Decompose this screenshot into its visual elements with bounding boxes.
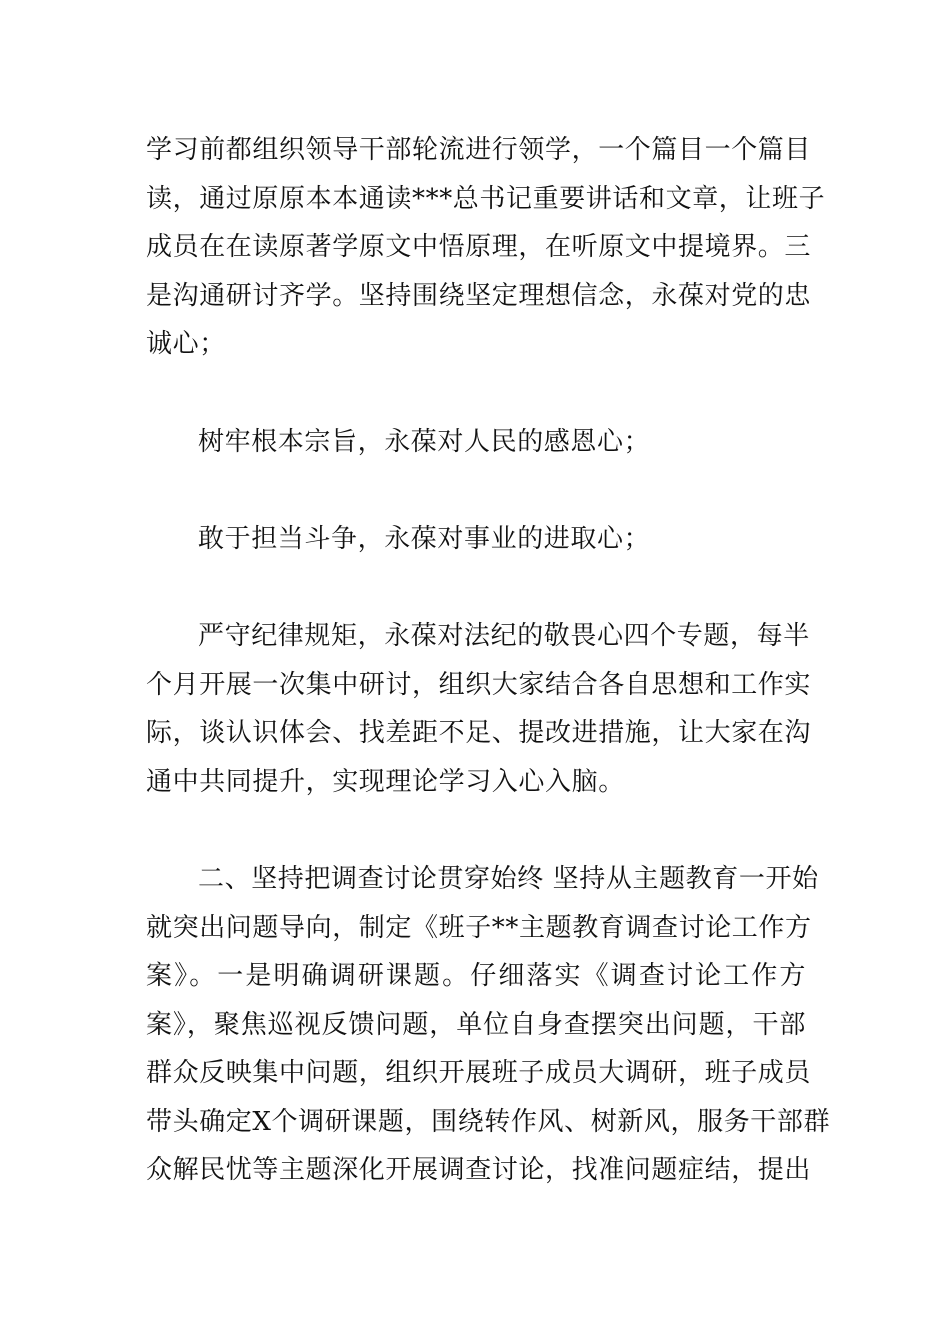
paragraph-3 xyxy=(146,515,806,564)
text-line: 个月开展一次集中研讨，组织大家结合各自思想和工作实 xyxy=(146,669,812,700)
text-line: 诚心； xyxy=(146,329,226,360)
text-line: 群众反映集中问题，组织开展班子成员大调研，班子成员 xyxy=(146,1058,812,1089)
text-line: 学习前都组织领导干部轮流进行领学，一个篇目一个篇目 xyxy=(146,135,812,165)
paragraph-1 xyxy=(146,126,826,369)
text-line: 树牢根本宗旨，永葆对人民的感恩心； xyxy=(198,426,651,457)
paragraph-5 xyxy=(146,855,831,1195)
text-line: 敢于担当斗争，永葆对事业的进取心； xyxy=(198,523,651,554)
text-line: 案》。一是明确调研课题。仔细落实《调查讨论工作方 xyxy=(146,961,806,992)
text-line: 带头确定X个调研课题，围绕转作风、树新风，服务干部群 xyxy=(146,1106,831,1137)
text-line: 读，通过原原本本通读***总书记重要讲话和文章，让班子 xyxy=(146,183,826,214)
text-line: 际，谈认识体会、找差距不足、提改进措施，让大家在沟 xyxy=(146,718,812,749)
text-line: 成员在在读原著学原文中悟原理，在听原文中提境界。三 xyxy=(146,232,812,263)
text-line: 通中共同提升，实现理论学习入心入脑。 xyxy=(146,766,625,797)
text-line: 案》，聚焦巡视反馈问题，单位自身查摆突出问题，干部 xyxy=(146,1009,806,1040)
document-body xyxy=(146,126,831,1244)
text-line: 是沟通研讨齐学。坚持围绕坚定理想信念，永葆对党的忠 xyxy=(146,280,812,311)
text-line: 二、坚持把调查讨论贯穿始终 坚持从主题教育一开始 xyxy=(198,863,819,894)
text-line: 就突出问题导向，制定《班子**主题教育调查讨论工作方 xyxy=(146,912,812,943)
paragraph-2 xyxy=(146,418,806,467)
paragraph-4 xyxy=(146,612,812,806)
text-line: 严守纪律规矩，永葆对法纪的敬畏心四个专题，每半 xyxy=(198,620,810,651)
text-line: 众解民忧等主题深化开展调查讨论，找准问题症结，提出 xyxy=(146,1155,812,1186)
